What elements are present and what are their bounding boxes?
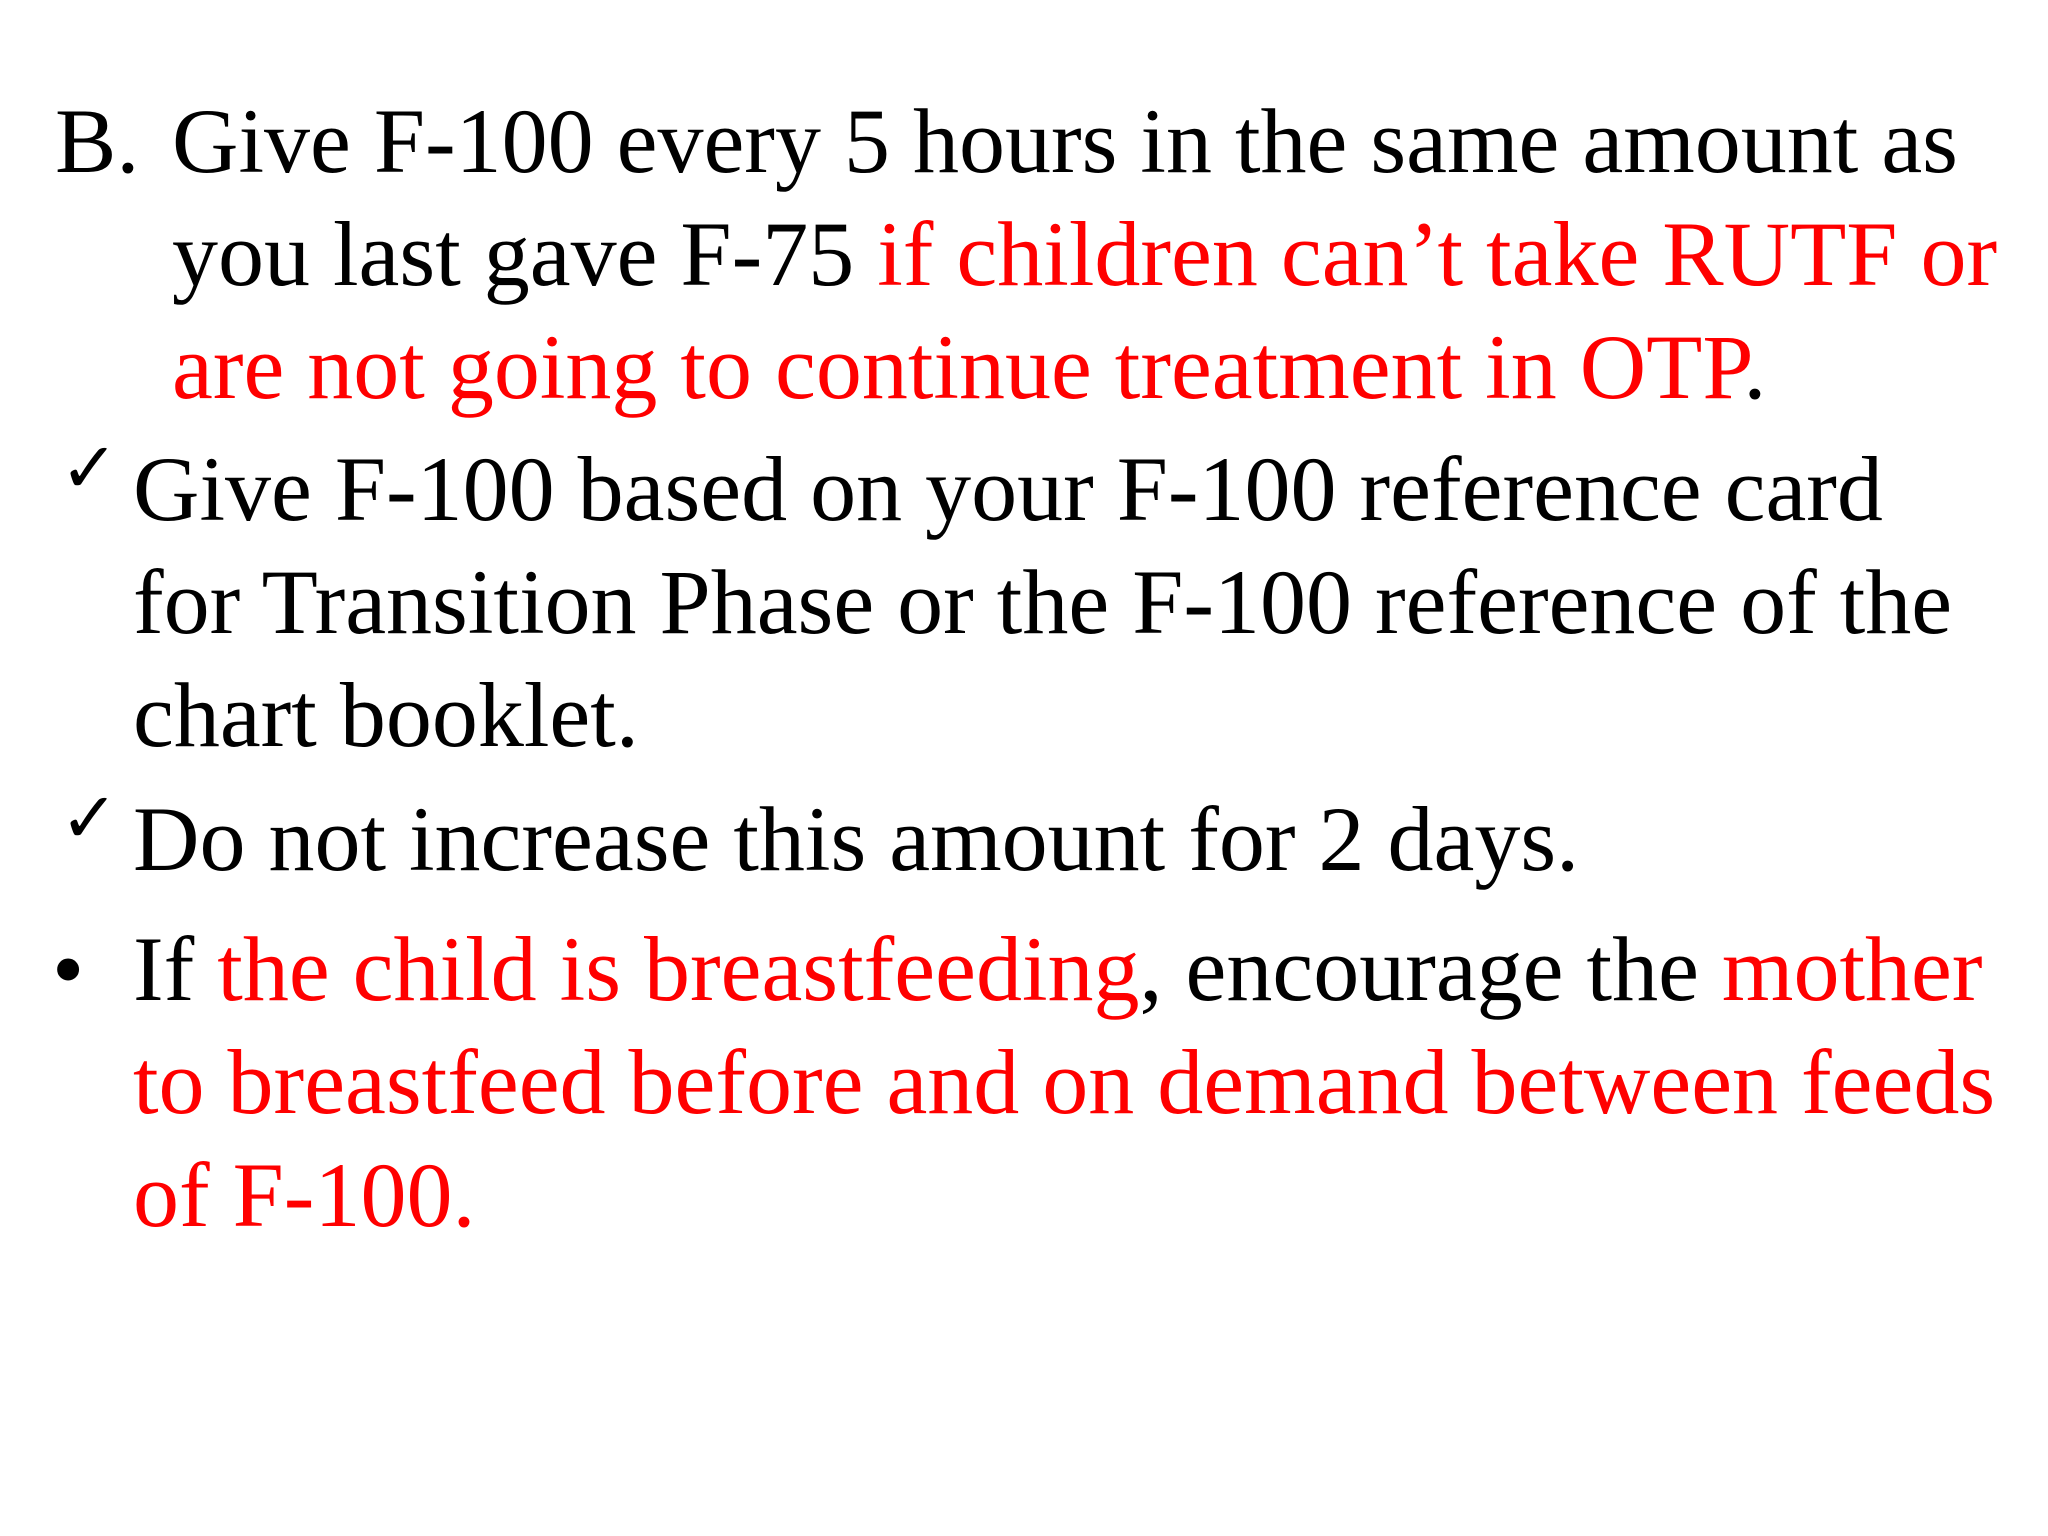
text-run: chart booklet. xyxy=(133,664,639,766)
text-run: Do not increase this amount for 2 days. xyxy=(133,788,1580,890)
text-line xyxy=(133,1026,1995,1139)
text-run: Give F-100 based on your F-100 reference card xyxy=(133,438,1883,540)
text-run-highlight: mother xyxy=(1721,918,1983,1020)
text-line xyxy=(133,913,1995,1026)
text-run-highlight: to breastfeed before and on demand between feeds xyxy=(133,1031,1996,1133)
bullet-icon: • xyxy=(52,918,85,1020)
item-text-bullet xyxy=(133,913,1995,1252)
text-line xyxy=(133,546,1952,659)
text-line xyxy=(133,433,1952,546)
text-line xyxy=(133,783,1579,896)
text-run-highlight: are not going to continue treatment in OTP xyxy=(172,316,1744,418)
item-text-check-1 xyxy=(133,433,1952,772)
text-run: , encourage the xyxy=(1139,918,1722,1020)
item-text-check-2 xyxy=(133,783,1579,896)
text-line xyxy=(172,311,1997,424)
text-run: you last gave F-75 xyxy=(172,203,878,305)
text-line xyxy=(133,1139,1995,1252)
text-run-highlight: the child is breastfeeding xyxy=(217,918,1140,1020)
text-run-highlight: if children can’t take RUTF or xyxy=(877,203,1998,305)
item-text-b xyxy=(172,85,1997,424)
check-icon: ✓ xyxy=(60,427,119,509)
text-run: . xyxy=(1743,316,1767,418)
text-line xyxy=(133,659,1952,772)
text-run: If xyxy=(133,918,218,1020)
text-line xyxy=(172,198,1997,311)
text-run-highlight: of F-100. xyxy=(133,1144,476,1246)
text-line xyxy=(172,85,1997,198)
text-run: for Transition Phase or the F-100 reference of the xyxy=(133,551,1953,653)
check-icon: ✓ xyxy=(60,777,119,859)
text-run: Give F-100 every 5 hours in the same amount as xyxy=(172,90,1958,192)
item-marker-b: B. xyxy=(55,90,140,192)
